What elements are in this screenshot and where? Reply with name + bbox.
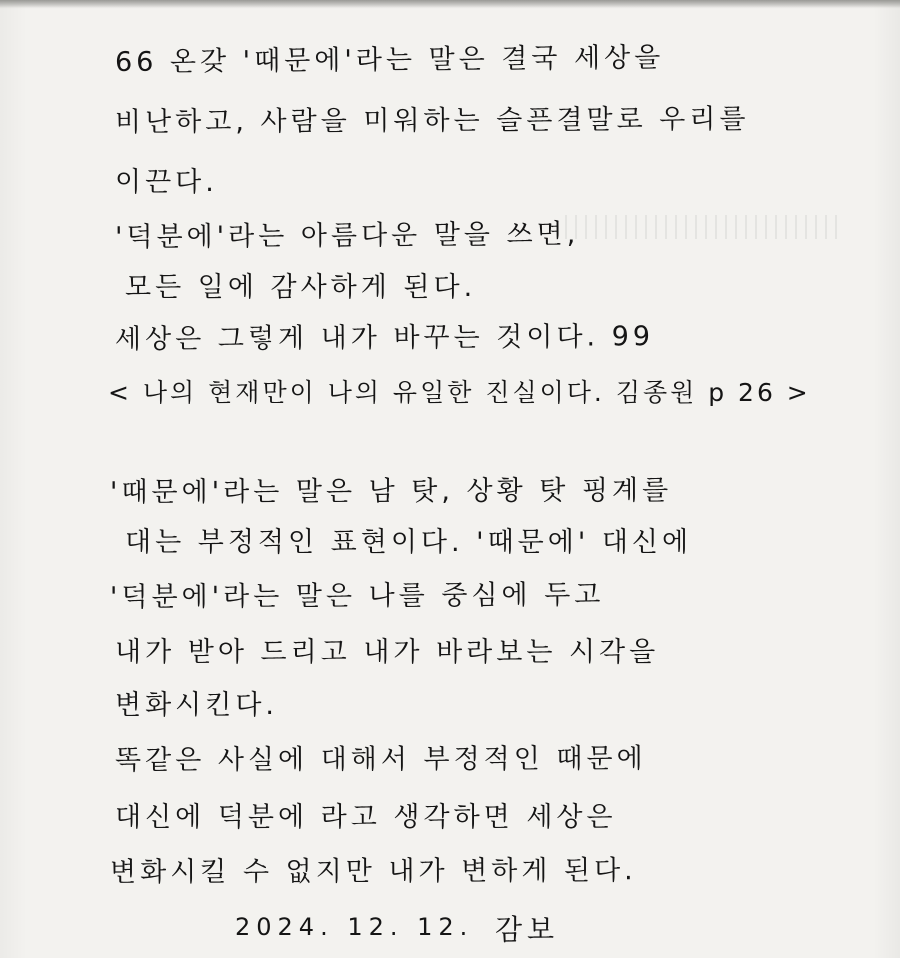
citation-line: < 나의 현재만이 나의 유일한 진실이다. 김종원 p 26 > [108, 378, 811, 407]
faint-bleed-through [565, 215, 845, 239]
note-line-10: 내가 받아 드리고 내가 바라보는 시각을 [115, 637, 660, 668]
note-line-8: 대는 부정적인 표현이다. '때문에' 대신에 [125, 527, 693, 558]
note-line-11: 변화시킨다. [115, 690, 278, 721]
note-line-13: 대신에 덕분에 라고 생각하면 세상은 [115, 802, 617, 833]
note-line-12: 똑같은 사실에 대해서 부정적인 때문에 [114, 743, 647, 776]
note-line-5: 모든 일에 감사하게 된다. [125, 272, 477, 303]
note-line-4: '덕분에'라는 아름다운 말을 쓰면, [114, 218, 580, 253]
note-line-1: 66 온갖 '때문에'라는 말은 결국 세상을 [114, 42, 665, 78]
page-top-shadow [0, 0, 900, 8]
note-line-7: '때문에'라는 말은 남 탓, 상황 탓 핑계를 [109, 475, 673, 508]
signature-text: 감보 [495, 913, 560, 946]
note-line-3: 이끈다. [115, 167, 218, 198]
note-line-6: 세상은 그렇게 내가 바꾸는 것이다. 99 [114, 321, 655, 355]
note-line-14: 변화시킬 수 없지만 내가 변하게 된다. [109, 855, 637, 888]
note-line-9: '덕분에'라는 말은 나를 중심에 두고 [109, 579, 605, 613]
date-line: 2024. 12. 12. [235, 913, 474, 941]
note-line-2: 비난하고, 사람을 미워하는 슬픈결말로 우리를 [114, 103, 750, 138]
